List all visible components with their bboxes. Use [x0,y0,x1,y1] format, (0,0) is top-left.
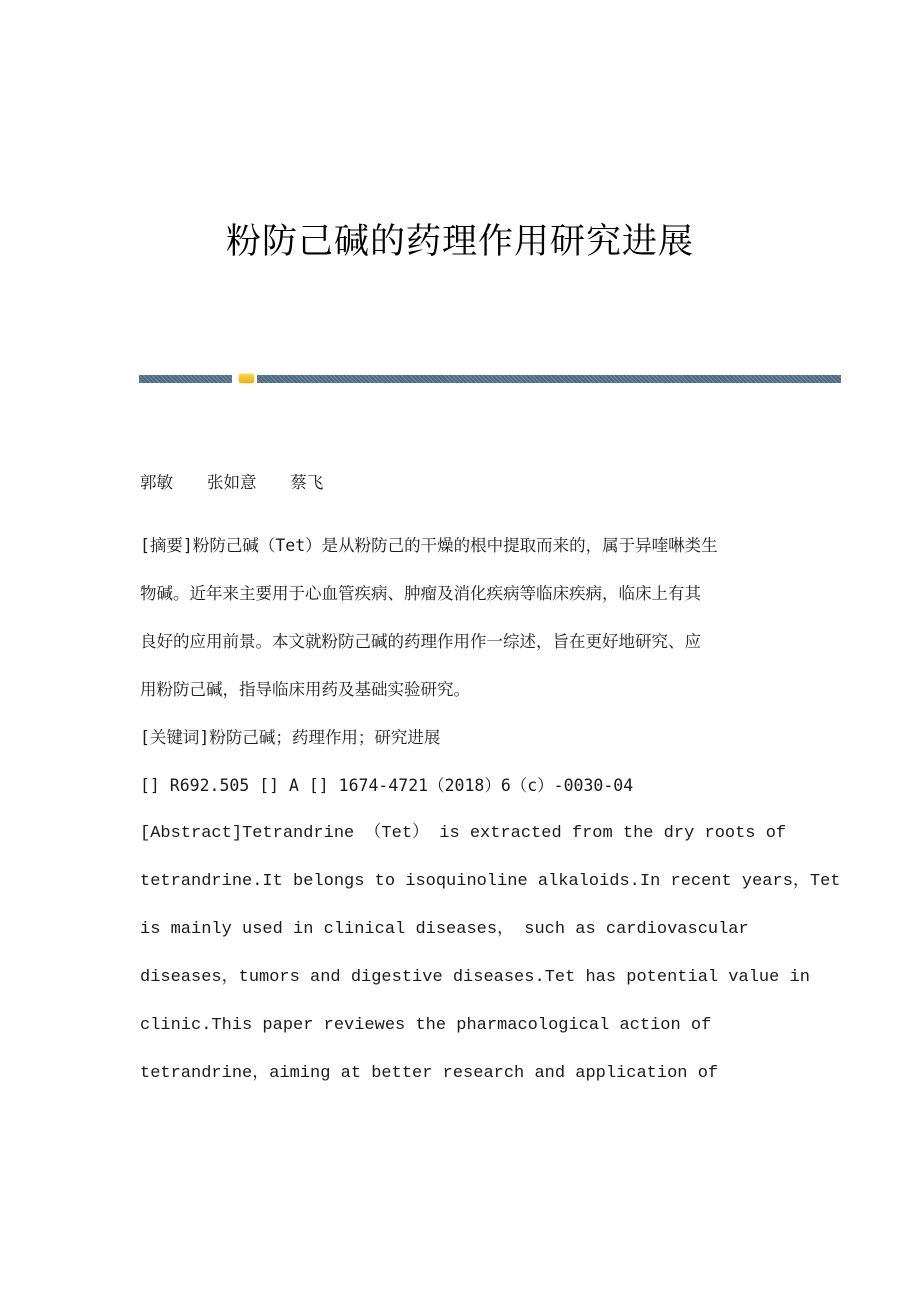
document-body [140,466,841,1098]
document-title: 粉防己碱的药理作用研究进展 [225,222,694,262]
divider-bar-left [139,375,232,383]
abstract-cn-line: 用粉防己碱，指导临床用药及基础实验研究。 [140,680,470,699]
abstract-english [140,810,841,1098]
abstract-cn-line: 物碱。近年来主要用于心血管疾病、肿瘤及消化疾病等临床疾病，临床上有其 [140,584,701,603]
author-list [140,466,800,500]
abstract-cn-line: 良好的应用前景。本文就粉防己碱的药理作用作一综述，旨在更好地研究、应 [140,632,701,651]
divider-bar-right [257,375,841,383]
abstract-en-line: tetrandrine，aiming at better research and application of [140,1064,719,1083]
abstract-en-line: [Abstract]Tetrandrine （Tet） is extracted from the dry roots of [140,824,787,843]
classification-codes: [] R692.505 [] A [] 1674-4721（2018）6（c）-0030-04 [140,776,634,795]
decorative-divider [139,374,841,384]
abstract-en-line: is mainly used in clinical diseases， such as cardiovascular [140,920,749,939]
divider-ornament-icon [239,374,254,383]
keywords: [关键词]粉防己碱；药理作用；研究进展 [140,728,441,747]
author-name: 郭敏 [140,473,173,492]
author-name: 张如意 [206,473,257,492]
abstract-en-line: diseases，tumors and digestive diseases.Tet has potential value in [140,968,810,987]
abstract-en-line: tetrandrine.It belongs to isoquinoline alkaloids.In recent years，Tet [140,872,841,891]
abstract-chinese [140,522,800,714]
abstract-cn-line: [摘要]粉防己碱（Tet）是从粉防己的干燥的根中提取而来的，属于异喹啉类生 [140,536,718,555]
abstract-en-line: clinic.This paper reviewes the pharmacological action of [140,1016,712,1035]
author-name: 蔡飞 [290,473,324,492]
